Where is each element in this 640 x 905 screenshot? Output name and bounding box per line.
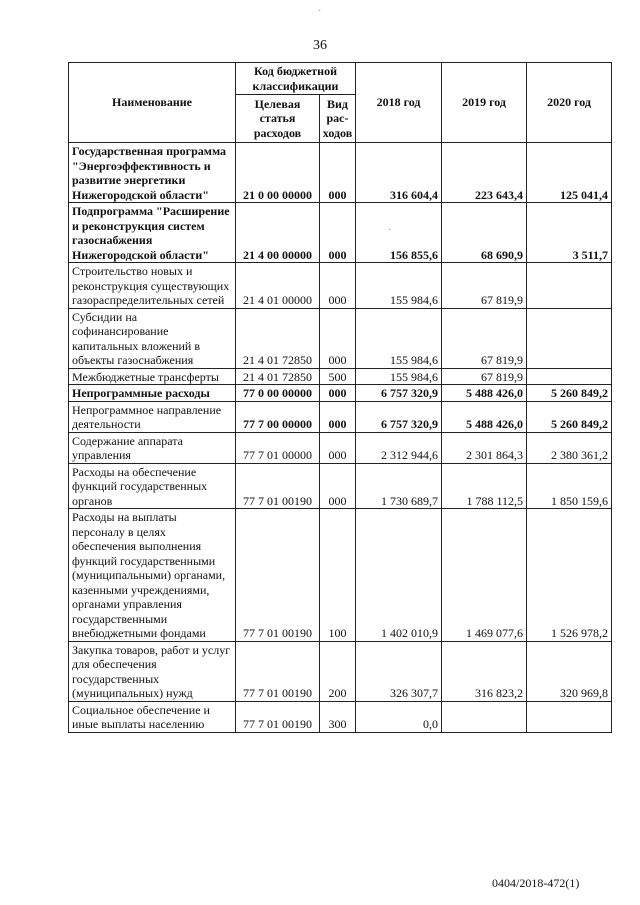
table-row xyxy=(69,143,612,203)
table-row xyxy=(69,701,612,732)
row-name: Непрограммные расходы xyxy=(69,385,236,402)
row-vid: 000 xyxy=(320,401,356,432)
scan-mark: · xyxy=(388,225,392,236)
row-code: 21 4 01 72850 xyxy=(236,308,320,368)
row-name: Содержание аппарата управления xyxy=(69,432,236,463)
row-name: Закупка товаров, работ и услуг для обеспечения государственных (муниципальных) нужд xyxy=(69,641,236,701)
table-row xyxy=(69,641,612,701)
row-code: 21 4 01 00000 xyxy=(236,263,320,309)
row-name: Межбюджетные трансферты xyxy=(69,368,236,385)
row-2019: 5 488 426,0 xyxy=(442,401,527,432)
header-2019: 2019 год xyxy=(442,63,527,143)
row-code: 21 4 01 72850 xyxy=(236,368,320,385)
row-code: 77 7 00 00000 xyxy=(236,401,320,432)
header-target: Целевая статья расходов xyxy=(236,95,320,143)
row-2018: 6 757 320,9 xyxy=(356,385,442,402)
row-name: Социальное обеспечение и иные выплаты населению xyxy=(69,701,236,732)
table-row xyxy=(69,203,612,263)
row-vid: 300 xyxy=(320,701,356,732)
table-row xyxy=(69,263,612,309)
row-2019: 2 301 864,3 xyxy=(442,432,527,463)
row-2019: 223 643,4 xyxy=(442,143,527,203)
row-vid: 000 xyxy=(320,203,356,263)
row-vid: 000 xyxy=(320,385,356,402)
header-vid: Вид рас-ходов xyxy=(320,95,356,143)
row-2020: 5 260 849,2 xyxy=(527,385,612,402)
row-name: Строительство новых и реконструкция существующих газораспределительных сетей xyxy=(69,263,236,309)
header-2020: 2020 год xyxy=(527,63,612,143)
row-2018: 155 984,6 xyxy=(356,263,442,309)
row-2019: 5 488 426,0 xyxy=(442,385,527,402)
row-2020 xyxy=(527,263,612,309)
row-code: 21 4 00 00000 xyxy=(236,203,320,263)
row-name: Подпрограмма "Расширение и реконструкция систем газоснабжения Нижегородской области" xyxy=(69,203,236,263)
row-vid: 000 xyxy=(320,308,356,368)
header-code-group: Код бюджетной классификации xyxy=(236,63,356,95)
page-number: 36 xyxy=(313,38,327,53)
row-2018: 0,0 xyxy=(356,701,442,732)
row-2020 xyxy=(527,368,612,385)
row-2018: 1 402 010,9 xyxy=(356,509,442,642)
table-row xyxy=(69,308,612,368)
row-2018: 6 757 320,9 xyxy=(356,401,442,432)
row-2018: 156 855,6 xyxy=(356,203,442,263)
row-name: Государственная программа "Энергоэффективность и развитие энергетики Нижегородской области" xyxy=(69,143,236,203)
row-name: Расходы на выплаты персоналу в целях обеспечения выполнения функций государственными (муниципальными) органами, казенными учреждениями, органами управления государственными внебюджетными фондами xyxy=(69,509,236,642)
header-name: Наименование xyxy=(69,63,236,143)
table-row xyxy=(69,463,612,509)
table-row xyxy=(69,401,612,432)
row-2019: 1 469 077,6 xyxy=(442,509,527,642)
row-name: Расходы на обеспечение функций государственных органов xyxy=(69,463,236,509)
row-2019: 67 819,9 xyxy=(442,263,527,309)
row-vid: 000 xyxy=(320,463,356,509)
row-2018: 1 730 689,7 xyxy=(356,463,442,509)
row-2020: 3 511,7 xyxy=(527,203,612,263)
row-2020: 1 526 978,2 xyxy=(527,509,612,642)
table-row xyxy=(69,368,612,385)
row-2019: 67 819,9 xyxy=(442,308,527,368)
row-code: 77 7 01 00000 xyxy=(236,432,320,463)
row-2020: 2 380 361,2 xyxy=(527,432,612,463)
row-code: 77 7 01 00190 xyxy=(236,463,320,509)
table-row xyxy=(69,509,612,642)
row-2019: 316 823,2 xyxy=(442,641,527,701)
document-code: 0404/2018-472(1) xyxy=(492,876,580,890)
row-vid: 500 xyxy=(320,368,356,385)
row-vid: 000 xyxy=(320,263,356,309)
row-2019: 67 819,9 xyxy=(442,368,527,385)
row-2018: 326 307,7 xyxy=(356,641,442,701)
row-2020 xyxy=(527,701,612,732)
table-row xyxy=(69,432,612,463)
row-name: Непрограммное направление деятельности xyxy=(69,401,236,432)
table-row xyxy=(69,385,612,402)
row-2020 xyxy=(527,308,612,368)
row-2018: 155 984,6 xyxy=(356,368,442,385)
row-code: 77 7 01 00190 xyxy=(236,509,320,642)
row-code: 77 7 01 00190 xyxy=(236,641,320,701)
row-vid: 000 xyxy=(320,432,356,463)
row-2020: 1 850 159,6 xyxy=(527,463,612,509)
row-2019: 68 690,9 xyxy=(442,203,527,263)
row-vid: 000 xyxy=(320,143,356,203)
row-2018: 2 312 944,6 xyxy=(356,432,442,463)
row-2018: 155 984,6 xyxy=(356,308,442,368)
budget-table xyxy=(68,62,612,733)
row-2019: 1 788 112,5 xyxy=(442,463,527,509)
scan-mark: · xyxy=(318,6,322,17)
row-2020: 5 260 849,2 xyxy=(527,401,612,432)
row-code: 77 0 00 00000 xyxy=(236,385,320,402)
row-2020: 320 969,8 xyxy=(527,641,612,701)
row-2018: 316 604,4 xyxy=(356,143,442,203)
row-name: Субсидии на софинансирование капитальных вложений в объекты газоснабжения xyxy=(69,308,236,368)
row-vid: 100 xyxy=(320,509,356,642)
row-code: 77 7 01 00190 xyxy=(236,701,320,732)
row-vid: 200 xyxy=(320,641,356,701)
row-code: 21 0 00 00000 xyxy=(236,143,320,203)
header-2018: 2018 год xyxy=(356,63,442,143)
row-2020: 125 041,4 xyxy=(527,143,612,203)
row-2019 xyxy=(442,701,527,732)
